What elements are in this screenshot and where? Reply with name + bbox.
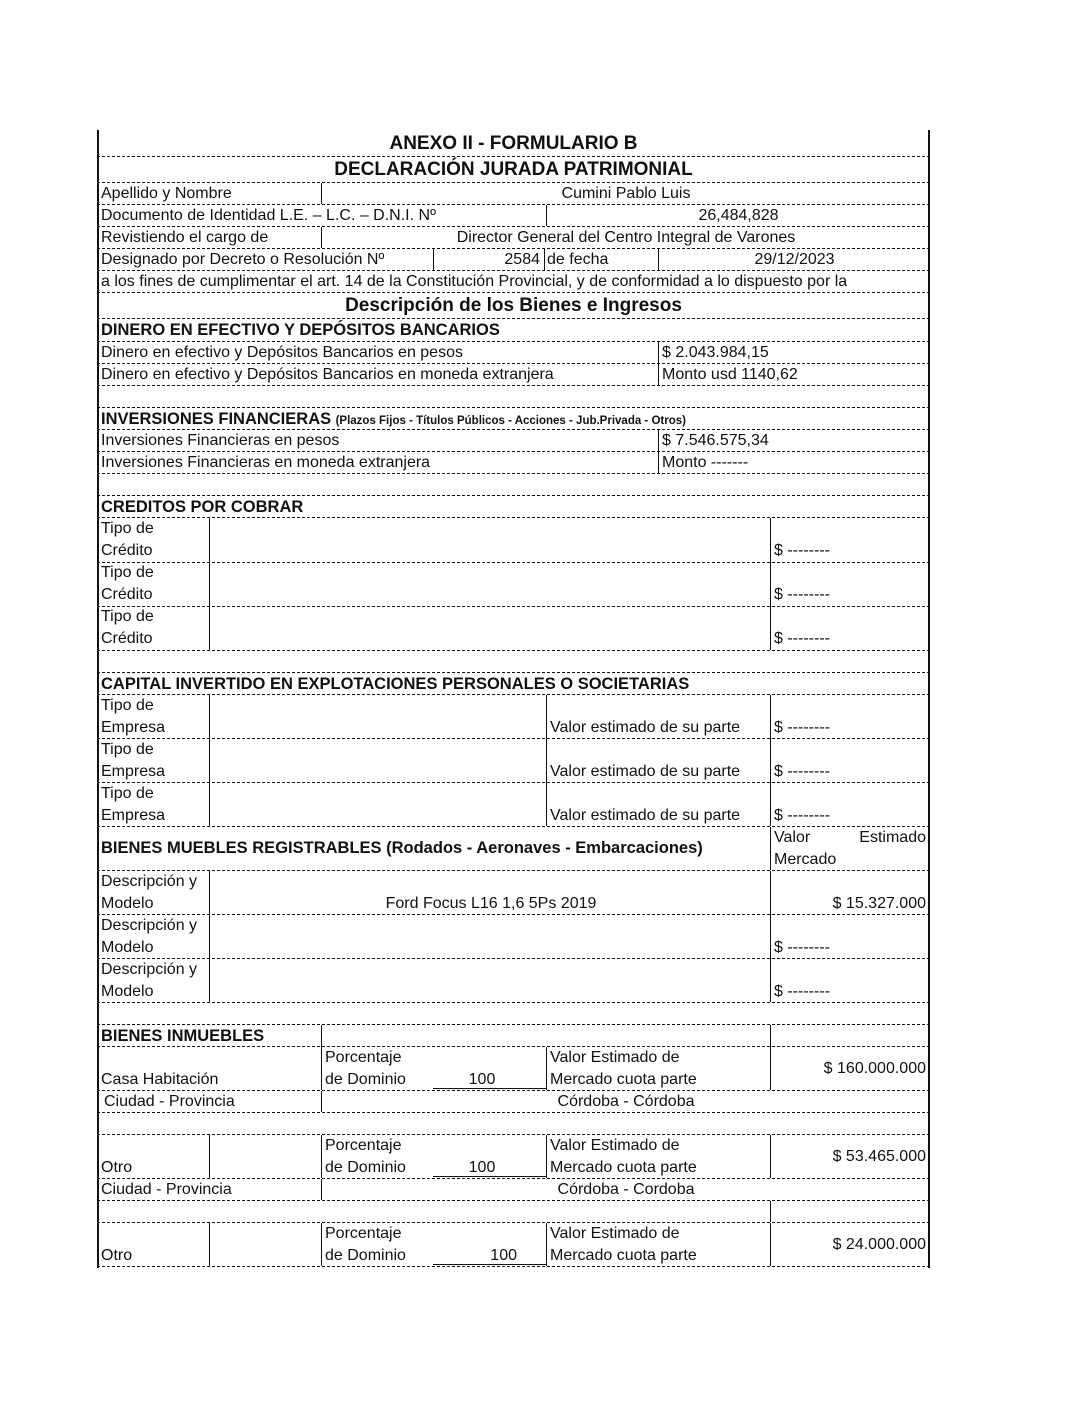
- value-header: Mercado: [774, 851, 837, 868]
- row-line: [97, 1134, 930, 1135]
- company-value-label: Valor estimado de su parte: [550, 763, 741, 780]
- credit-type-label: Crédito: [101, 586, 153, 603]
- cash-section-title: DINERO EN EFECTIVO Y DEPÓSITOS BANCARIOS: [101, 321, 500, 339]
- date-value: 29/12/2023: [754, 251, 835, 268]
- position-label: Revistiendo el cargo de: [101, 229, 269, 246]
- movable-description-label: Descripción y: [101, 917, 198, 934]
- company-value-label: Valor estimado de su parte: [550, 719, 741, 736]
- company-type-label: Empresa: [101, 763, 166, 780]
- row-line: [97, 650, 930, 651]
- investments-foreign-value: Monto -------: [662, 454, 749, 471]
- row-line: [97, 1178, 930, 1179]
- cell-divider: [546, 1047, 547, 1090]
- row-line: [97, 1266, 930, 1267]
- row-line: [97, 407, 930, 408]
- cell-divider: [321, 227, 322, 248]
- investments-foreign-label: Inversiones Financieras en moneda extranjera: [101, 454, 431, 471]
- movable-description: Ford Focus L16 1,6 5Ps 2019: [385, 895, 597, 912]
- investments-title-main: INVERSIONES FINANCIERAS: [101, 410, 332, 428]
- movables-section-title: BIENES MUEBLES REGISTRABLES (Rodados - Aeronaves - Embarcaciones): [101, 839, 703, 857]
- company-type-label: Empresa: [101, 807, 166, 824]
- cell-divider: [770, 1201, 771, 1222]
- cell-divider: [321, 1025, 322, 1090]
- cell-divider: [209, 871, 210, 1002]
- row-line: [97, 318, 930, 319]
- property-location: Córdoba - Córdoba: [557, 1093, 695, 1110]
- company-type-label: Tipo de: [101, 741, 154, 758]
- date-label: de fecha: [547, 251, 609, 268]
- row-line: [97, 226, 930, 227]
- ownership-label: de Dominio: [325, 1159, 406, 1176]
- row-line: [97, 292, 930, 293]
- company-amount: $ --------: [774, 763, 830, 780]
- market-value-label: Mercado cuota parte: [550, 1071, 697, 1088]
- location-label: Ciudad - Provincia: [104, 1093, 235, 1110]
- row-line: [97, 1090, 930, 1091]
- name-label: Apellido y Nombre: [101, 185, 232, 202]
- market-value-label: Mercado cuota parte: [550, 1247, 697, 1264]
- movable-description-label: Modelo: [101, 895, 154, 912]
- value-header: Valor: [774, 829, 811, 846]
- row-line: [97, 451, 930, 452]
- investments-pesos-label: Inversiones Financieras en pesos: [101, 432, 340, 449]
- property-location: Córdoba - Cordoba: [557, 1181, 695, 1198]
- document-value: 26,484,828: [698, 207, 779, 224]
- cell-divider: [770, 871, 771, 1002]
- property-amount: $ 53.465.000: [832, 1148, 926, 1165]
- name-value: Cumini Pablo Luis: [561, 185, 691, 202]
- cash-foreign-label: Dinero en efectivo y Depósitos Bancarios en moneda extranjera: [101, 366, 554, 383]
- cell-divider: [770, 695, 771, 826]
- row-line: [97, 694, 930, 695]
- cell-divider: [209, 1223, 210, 1266]
- row-line: [97, 204, 930, 205]
- document-label: Documento de Identidad L.E. – L.C. – D.N.I. Nº: [101, 207, 436, 224]
- investments-section-title: [101, 410, 686, 430]
- ownership-label: Porcentaje: [325, 1137, 402, 1154]
- row-line: [97, 826, 930, 827]
- property-type: Otro: [101, 1247, 133, 1264]
- credit-amount: $ --------: [774, 586, 830, 603]
- cell-divider: [770, 1025, 771, 1090]
- row-line: [97, 782, 930, 783]
- cell-divider: [546, 1135, 547, 1178]
- investments-pesos-value: $ 7.546.575,34: [662, 432, 769, 449]
- realestate-section-title: BIENES INMUEBLES: [101, 1027, 265, 1045]
- cell-divider: [770, 518, 771, 650]
- row-line: [97, 870, 930, 871]
- movable-amount: $ --------: [774, 983, 830, 1000]
- legal-text: a los fines de cumplimentar el art. 14 de la Constitución Provincial, y de conformidad a lo dispuesto por la: [101, 273, 848, 290]
- market-value-label: Valor Estimado de: [550, 1049, 680, 1066]
- cell-divider: [321, 1091, 322, 1112]
- form-subtitle: DECLARACIÓN JURADA PATRIMONIAL: [334, 159, 693, 180]
- row-line: [97, 1222, 930, 1223]
- decree-label: Designado por Decreto o Resolución Nº: [101, 251, 385, 268]
- location-label: Ciudad - Provincia: [101, 1181, 232, 1198]
- cell-divider: [546, 1223, 547, 1266]
- cell-divider: [770, 1223, 771, 1266]
- row-line: [97, 270, 930, 271]
- ownership-label: Porcentaje: [325, 1225, 402, 1242]
- cell-divider: [321, 1223, 322, 1266]
- cell-divider: [321, 183, 322, 204]
- investments-title-note: (Plazos Fijos - Títulos Públicos - Acciones - Jub.Privada - Otros): [335, 415, 686, 427]
- market-value-label: Valor Estimado de: [550, 1137, 680, 1154]
- cell-divider: [209, 1135, 210, 1178]
- movable-description-label: Modelo: [101, 939, 154, 956]
- credit-amount: $ --------: [774, 542, 830, 559]
- property-type: Otro: [101, 1159, 133, 1176]
- movable-description-label: Modelo: [101, 983, 154, 1000]
- row-line: [97, 562, 930, 563]
- cell-divider: [209, 518, 210, 650]
- row-line: [97, 672, 930, 673]
- row-line: [97, 1002, 930, 1003]
- row-line: [97, 363, 930, 364]
- cell-divider: [209, 695, 210, 826]
- cell-divider: [321, 1135, 322, 1178]
- credit-type-label: Crédito: [101, 630, 153, 647]
- row-line: [97, 495, 930, 496]
- ownership-percentage: 100: [468, 1071, 496, 1088]
- row-line: [97, 606, 930, 607]
- row-line: [97, 473, 930, 474]
- row-line: [97, 156, 930, 157]
- credit-amount: $ --------: [774, 630, 830, 647]
- credits-section-title: CREDITOS POR COBRAR: [101, 498, 304, 516]
- movable-description-label: Descripción y: [101, 961, 198, 978]
- row-line: [97, 1200, 930, 1201]
- ownership-percentage: 100: [490, 1247, 517, 1264]
- declaration-form: [97, 130, 930, 1270]
- cell-divider: [546, 695, 547, 826]
- cell-divider: [546, 205, 547, 226]
- row-line: [97, 248, 930, 249]
- property-type: Casa Habitación: [101, 1071, 219, 1088]
- row-line: [97, 1046, 930, 1047]
- property-amount: $ 160.000.000: [823, 1060, 926, 1077]
- market-value-label: Valor Estimado de: [550, 1225, 680, 1242]
- row-line: [97, 341, 930, 342]
- capital-section-title: CAPITAL INVERTIDO EN EXPLOTACIONES PERSONALES O SOCIETARIAS: [101, 675, 690, 693]
- description-title: Descripción de los Bienes e Ingresos: [345, 295, 682, 316]
- row-line: [97, 182, 930, 183]
- movable-amount: $ 15.327.000: [832, 895, 926, 912]
- movable-description-label: Descripción y: [101, 873, 198, 890]
- cell-divider: [433, 249, 434, 270]
- row-line: [97, 914, 930, 915]
- cell-divider: [658, 249, 659, 270]
- cell-divider: [321, 1179, 322, 1200]
- value-header: Estimado: [859, 829, 926, 846]
- movable-amount: $ --------: [774, 939, 830, 956]
- credit-type-label: Tipo de: [101, 608, 154, 625]
- ownership-percentage: 100: [468, 1159, 496, 1176]
- cash-pesos-value: $ 2.043.984,15: [662, 344, 769, 361]
- row-line: [97, 738, 930, 739]
- company-type-label: Empresa: [101, 719, 166, 736]
- cell-divider: [658, 430, 659, 473]
- row-line: [97, 958, 930, 959]
- credit-type-label: Tipo de: [101, 520, 154, 537]
- cash-pesos-label: Dinero en efectivo y Depósitos Bancarios en pesos: [101, 344, 463, 361]
- ownership-label: Porcentaje: [325, 1049, 402, 1066]
- cash-foreign-value: Monto usd 1140,62: [662, 366, 798, 383]
- decree-number: 2584: [504, 251, 540, 268]
- cell-divider: [658, 342, 659, 385]
- credit-type-label: Crédito: [101, 542, 153, 559]
- position-value: Director General del Centro Integral de Varones: [456, 229, 796, 246]
- form-title: ANEXO II - FORMULARIO B: [389, 133, 638, 154]
- market-value-label: Mercado cuota parte: [550, 1159, 697, 1176]
- row-line: [97, 385, 930, 386]
- company-type-label: Tipo de: [101, 785, 154, 802]
- cell-divider: [770, 827, 771, 870]
- row-line: [97, 517, 930, 518]
- credit-type-label: Tipo de: [101, 564, 154, 581]
- company-type-label: Tipo de: [101, 697, 154, 714]
- ownership-label: de Dominio: [325, 1071, 406, 1088]
- company-value-label: Valor estimado de su parte: [550, 807, 741, 824]
- company-amount: $ --------: [774, 807, 830, 824]
- cell-divider: [544, 249, 545, 270]
- row-line: [97, 1112, 930, 1113]
- ownership-label: de Dominio: [325, 1247, 406, 1264]
- row-line: [97, 1024, 930, 1025]
- property-amount: $ 24.000.000: [832, 1236, 926, 1253]
- cell-divider: [770, 1135, 771, 1178]
- company-amount: $ --------: [774, 719, 830, 736]
